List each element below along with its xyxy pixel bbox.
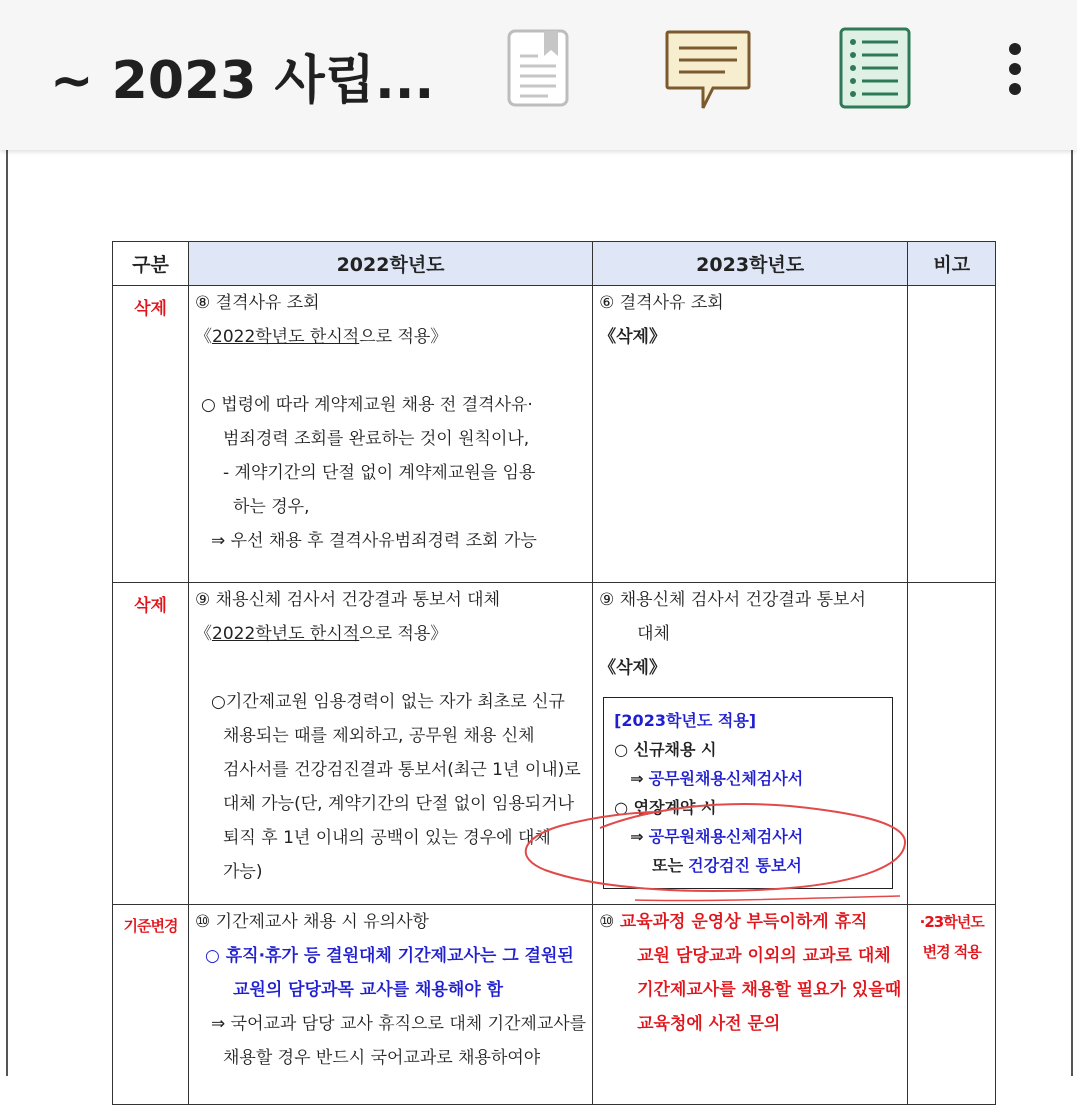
text-line: 범죄경력 조회를 완료하는 것이 원칙이나, <box>223 429 530 449</box>
note-line: 변경 적용 <box>922 943 981 961</box>
deleted-label: 《삭제》 <box>599 658 666 678</box>
box-heading: [2023학년도 적용] <box>614 711 757 730</box>
apply-prefix: 《 <box>195 624 212 644</box>
cell-note <box>908 905 996 1105</box>
cell-2023 <box>593 286 908 583</box>
deleted-label: 《삭제》 <box>599 327 666 347</box>
item-title: ⑩ 기간제교사 채용 시 유의사항 <box>195 912 429 932</box>
item-title: ⑨ 채용신체 검사서 건강결과 통보서 <box>599 590 866 610</box>
cell-2022 <box>189 905 593 1105</box>
cell-2022 <box>189 583 593 905</box>
box-item: ○ 연장계약 시 <box>614 798 717 817</box>
row-category: 삭제 <box>113 583 189 905</box>
text-line: ○ 휴직·휴가 등 결원대체 기간제교사는 그 결원된 <box>205 946 574 966</box>
apply-note <box>195 320 586 354</box>
comment-note-icon[interactable] <box>663 28 753 114</box>
box-item-result <box>614 764 882 793</box>
box-item-result <box>614 851 882 880</box>
table-row <box>113 286 996 583</box>
arrow: ⇒ <box>630 769 644 788</box>
arrow: ⇒ <box>630 827 644 846</box>
header-2023: 2023학년도 <box>593 242 908 286</box>
box-value: 공무원채용신체검사서 <box>648 827 804 846</box>
note-line: ·23학년도 <box>919 913 984 931</box>
change-text: 교육청에 사전 문의 <box>637 1014 781 1034</box>
text-line: 채용되는 때를 제외하고, 공무원 채용 신체 <box>223 726 535 746</box>
text-line: 퇴직 후 1년 이내의 공백이 있는 경우에 대체 <box>223 828 551 848</box>
cell-note <box>908 583 996 905</box>
text-line: 검사서를 건강검진결과 통보서(최근 1년 이내)로 <box>223 760 581 780</box>
box-prefix: 또는 <box>652 856 684 875</box>
page-edge-right <box>1071 150 1073 1076</box>
change-text: 교육과정 운영상 부득이하게 휴직 <box>619 912 868 932</box>
more-vertical-icon[interactable] <box>998 40 1032 98</box>
header-category: 구분 <box>113 242 189 286</box>
change-text: 교원 담당교과 이외의 교과로 대체 <box>637 946 891 966</box>
cell-2023 <box>593 583 908 905</box>
box-item: ○ 신규채용 시 <box>614 740 717 759</box>
change-text: 기간제교사를 채용할 필요가 있을때 <box>637 980 902 1000</box>
apply-underlined: 2022학년도 한시적 <box>212 624 360 644</box>
apply-underlined: 2022학년도 한시적 <box>212 327 360 347</box>
text-line: 가능) <box>223 862 263 882</box>
document-bookmark-icon[interactable] <box>506 28 572 110</box>
app-bar <box>0 0 1077 150</box>
text-line: ○ 법령에 따라 계약제교원 채용 전 결격사유· <box>201 395 533 415</box>
applied-2023-box <box>603 697 893 889</box>
table-row <box>113 905 996 1105</box>
apply-prefix: 《 <box>195 327 212 347</box>
item-title: ⑨ 채용신체 검사서 건강결과 통보서 대체 <box>195 590 501 610</box>
cell-2022 <box>189 286 593 583</box>
header-note: 비고 <box>908 242 996 286</box>
apply-suffix: 으로 적용》 <box>359 327 448 347</box>
outline-list-icon[interactable] <box>838 26 912 110</box>
box-value: 공무원채용신체검사서 <box>648 769 804 788</box>
header-2022: 2022학년도 <box>189 242 593 286</box>
item-number: ⑩ <box>599 912 615 932</box>
text-line: 교원의 담당과목 교사를 채용해야 함 <box>233 980 504 1000</box>
document-title[interactable]: ~ 2023 사립... <box>50 51 435 111</box>
text-line <box>599 905 901 939</box>
item-title: ⑧ 결격사유 조회 <box>195 293 320 313</box>
text-line: ⇒ 국어교과 담당 교사 휴직으로 대체 기간제교사를 <box>211 1014 587 1034</box>
box-value: 건강검진 통보서 <box>688 856 802 875</box>
item-title: ⑥ 결격사유 조회 <box>599 293 724 313</box>
cell-2023 <box>593 905 908 1105</box>
apply-note <box>195 617 586 651</box>
item-title-cont: 대체 <box>637 624 670 644</box>
text-line: 대체 가능(단, 계약기간의 단절 없이 임용되거나 <box>223 794 575 814</box>
row-category: 기준변경 <box>113 905 189 1105</box>
text-line: - 계약기간의 단절 없이 계약제교원을 임용 <box>223 463 536 483</box>
comparison-table <box>112 241 996 1105</box>
cell-note <box>908 286 996 583</box>
text-line: 하는 경우, <box>233 497 310 517</box>
row-category: 삭제 <box>113 286 189 583</box>
table-row <box>113 583 996 905</box>
table-header-row <box>113 242 996 286</box>
page-edge-left <box>6 150 8 1076</box>
text-line: ⇒ 우선 채용 후 결격사유범죄경력 조회 가능 <box>211 531 537 551</box>
text-line: ○기간제교원 임용경력이 없는 자가 최초로 신규 <box>211 692 565 712</box>
box-item-result <box>614 822 882 851</box>
text-line: 채용할 경우 반드시 국어교과로 채용하여야 <box>223 1048 541 1068</box>
apply-suffix: 으로 적용》 <box>359 624 448 644</box>
